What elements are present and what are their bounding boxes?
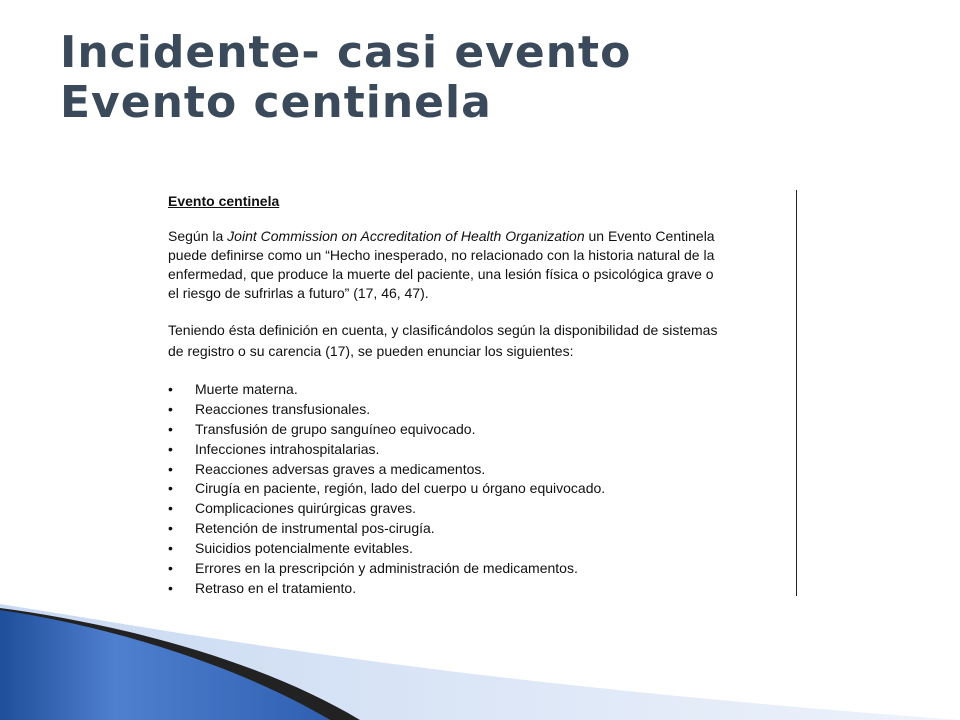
bullet: • xyxy=(168,540,173,557)
bullet: • xyxy=(168,560,173,577)
bullet: • xyxy=(168,579,173,596)
list-item xyxy=(168,380,728,400)
list-item xyxy=(168,559,728,579)
bullet: • xyxy=(168,500,173,517)
list-item-text: Errores en la prescripción y administración de medicamentos. xyxy=(195,560,578,577)
bullet: • xyxy=(168,400,173,417)
definition-text-start: Según la xyxy=(168,228,228,244)
list-item-text: Infecciones intrahospitalarias. xyxy=(195,440,380,457)
list-item xyxy=(168,440,728,460)
bullet: • xyxy=(168,460,173,477)
document-excerpt xyxy=(168,192,728,599)
list-item-text: Muerte materna. xyxy=(195,381,298,397)
list-item xyxy=(168,479,728,499)
list-item xyxy=(168,420,728,440)
list-item xyxy=(168,400,728,420)
list-item-text: Complicaciones quirúrgicas graves. xyxy=(195,500,416,517)
list-item-text: Cirugía en paciente, región, lado del cuerpo u órgano equivocado. xyxy=(195,480,606,497)
bullet: • xyxy=(168,480,173,497)
list-item xyxy=(168,499,728,519)
list-item xyxy=(168,579,728,599)
list-item-text: Transfusión de grupo sanguíneo equivocado. xyxy=(195,420,476,437)
classification-paragraph: Teniendo ésta definición en cuenta, y clasificándolos según la disponibilidad de sistemas de registro o su carencia (17), se pueden enunciar los siguientes: xyxy=(168,322,718,359)
document-heading: Evento centinela xyxy=(168,193,280,209)
bullet: • xyxy=(168,420,173,437)
sentinel-events-list xyxy=(168,380,728,599)
bullet: • xyxy=(168,520,173,537)
list-item xyxy=(168,519,728,539)
organization-name: Joint Commission on Accreditation of Health Organization xyxy=(227,228,585,244)
list-item-text: Reacciones adversas graves a medicamentos. xyxy=(195,460,486,477)
list-item-text: Suicidios potencialmente evitables. xyxy=(195,540,413,557)
slide-title-line1: Incidente- casi evento xyxy=(60,27,632,78)
list-item-text: Retraso en el tratamiento. xyxy=(195,579,357,596)
slide-title-line2: Evento centinela xyxy=(60,77,492,128)
bullet: • xyxy=(168,381,173,397)
slide-title xyxy=(60,28,631,128)
corner-wave-decoration xyxy=(0,600,960,720)
definition-text-end: un Evento Centinela puede definirse como un “Hecho inesperado, no relacionado con la historia natural de la enfermedad, que produce la muerte del paciente, una lesión física o psicológica grave o el riesgo de sufrirlas a futuro” (17, 46, 47). xyxy=(168,228,715,301)
list-item-text: Reacciones transfusionales. xyxy=(195,400,371,417)
bullet: • xyxy=(168,440,173,457)
page-margin-line xyxy=(796,190,797,596)
list-item-text: Retención de instrumental pos-cirugía. xyxy=(195,520,435,537)
definition-paragraph xyxy=(168,227,728,303)
list-item xyxy=(168,460,728,480)
list-item xyxy=(168,539,728,559)
